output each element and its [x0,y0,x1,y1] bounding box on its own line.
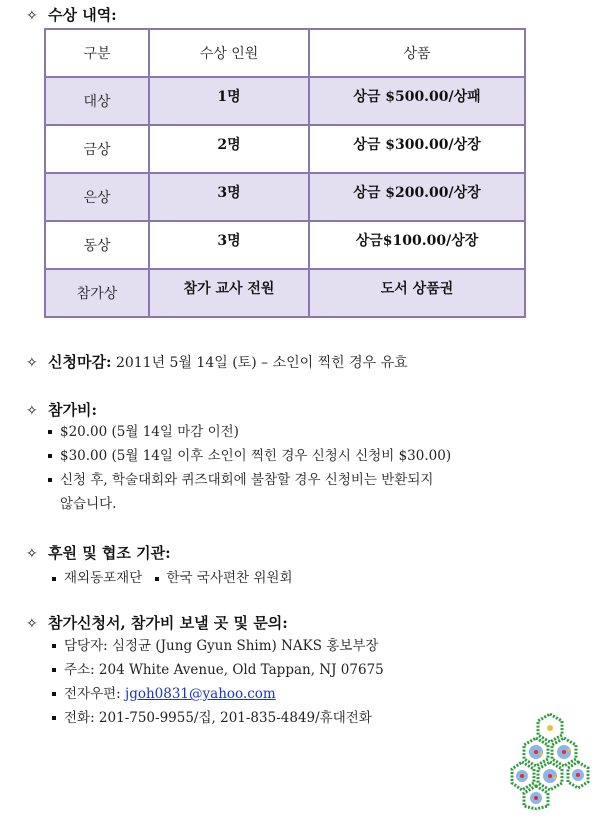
fee-item-text: $20.00 (5월 14일 마감 이전) [60,424,239,440]
fee-list [48,420,451,516]
list-item [52,634,384,658]
sponsor-item: 재외동포재단 [64,570,143,586]
table-row [45,221,525,269]
list-item [48,444,451,468]
diamond-bullet-icon: ✧ [26,616,38,632]
award-count: 3명 [149,221,309,269]
square-bullet-icon [48,430,52,434]
diamond-bullet-icon: ✧ [26,8,38,24]
contact-email-label: 전자우편: [64,686,126,702]
awards-table [44,28,526,318]
fee-item-continuation: 않습니다. [60,496,117,512]
square-bullet-icon [52,577,56,581]
award-prize: 도서 상품권 [309,269,525,317]
header-category: 구분 [45,29,149,77]
sponsors-heading [26,544,171,563]
deadline-text: 2011년 5월 14일 (토) – 소인이 찍힌 경우 유효 [111,355,408,371]
square-bullet-icon [155,577,159,581]
contact-list [52,634,384,730]
contact-address: 주소: 204 White Avenue, Old Tappan, NJ 07675 [64,662,384,678]
square-bullet-icon [52,644,56,648]
header-count: 수상 인원 [149,29,309,77]
fee-title: 참가비: [48,401,98,419]
list-item [48,468,451,492]
awards-title: 수상 내역: [48,6,117,24]
diamond-bullet-icon: ✧ [26,355,38,371]
diamond-bullet-icon: ✧ [26,546,38,562]
email-link[interactable]: jgoh0831@yahoo.com [125,686,276,702]
hexagon-pattern-icon [510,710,590,810]
square-bullet-icon [48,478,52,482]
awards-heading [26,6,117,25]
award-prize: 상금 $500.00/상패 [309,77,525,125]
square-bullet-icon [52,692,56,696]
square-bullet-icon [52,716,56,720]
award-count: 3명 [149,173,309,221]
square-bullet-icon [52,668,56,672]
deadline-title: 신청마감: [48,353,112,371]
table-row [45,125,525,173]
fee-item-text: 신청 후, 학술대회와 퀴즈대회에 불참할 경우 신청비는 반환되지 [60,472,434,488]
contact-heading [26,614,288,633]
fee-heading [26,401,97,420]
award-name: 금상 [45,125,149,173]
fee-item-text: $30.00 (5월 14일 이후 소인이 찍힌 경우 신청시 신청비 $30.00) [60,448,452,464]
award-name: 은상 [45,173,149,221]
sponsors-list [52,566,293,586]
award-prize: 상금 $300.00/상장 [309,125,525,173]
deadline-heading [26,353,408,372]
contact-phone: 전화: 201-750-9955/집, 201-835-4849/휴대전화 [64,710,372,726]
award-name: 대상 [45,77,149,125]
award-prize: 상금 $200.00/상장 [309,173,525,221]
list-item [48,420,451,444]
table-row [45,77,525,125]
award-count: 1명 [149,77,309,125]
header-prize: 상품 [309,29,525,77]
list-item [52,706,384,730]
sponsor-item: 한국 국사편찬 위원회 [166,570,293,586]
contact-title: 참가신청서, 참가비 보낼 곳 및 문의: [48,614,288,632]
contact-manager: 담당자: 심정균 (Jung Gyun Shim) NAKS 홍보부장 [64,638,379,654]
award-prize: 상금$100.00/상장 [309,221,525,269]
sponsors-title: 후원 및 협조 기관: [48,544,171,562]
list-item [52,658,384,682]
award-name: 동상 [45,221,149,269]
square-bullet-icon [48,454,52,458]
table-header-row [45,29,525,77]
table-row [45,269,525,317]
table-row [45,173,525,221]
award-count: 2명 [149,125,309,173]
award-count: 참가 교사 전원 [149,269,309,317]
diamond-bullet-icon: ✧ [26,403,38,419]
award-name: 참가상 [45,269,149,317]
list-item [52,682,384,706]
